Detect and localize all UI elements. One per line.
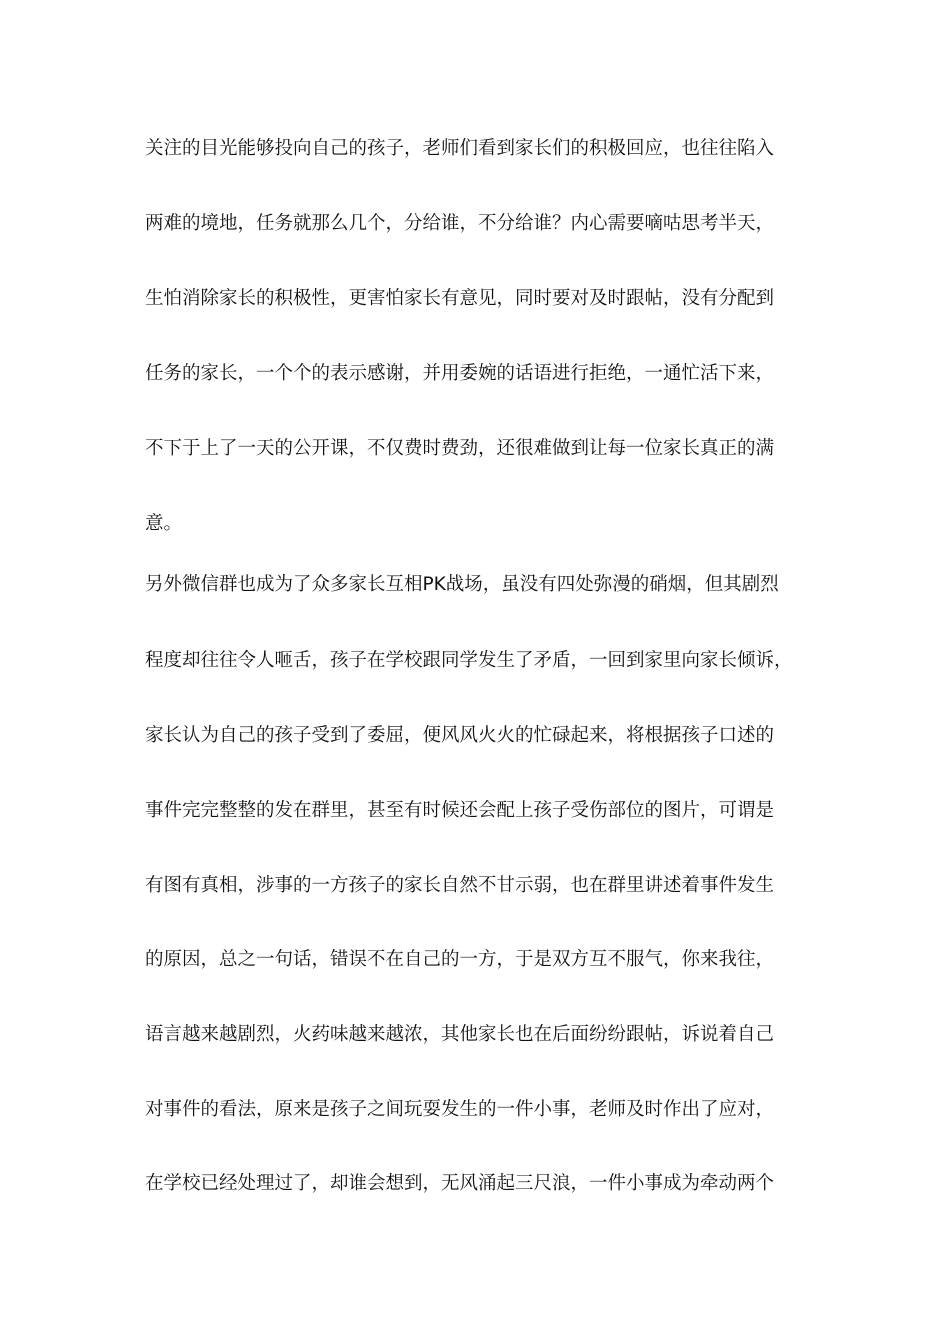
text-line: 对事件的看法，原来是孩子之间玩耍发生的一件小事，老师及时作出了应对，	[145, 1099, 775, 1120]
text-line: 任务的家长，一个个的表示感谢，并用委婉的话语进行拒绝，一通忙活下来，	[145, 363, 775, 384]
text-line: 生怕消除家长的积极性，更害怕家长有意见，同时要对及时跟帖，没有分配到	[145, 288, 775, 309]
text-line: 不下于上了一天的公开课，不仅费时费劲，还很难做到让每一位家长真正的满	[145, 438, 775, 459]
text-line: 意。	[145, 513, 183, 534]
text-line: 另外微信群也成为了众多家长互相PK战场，虽没有四处弥漫的硝烟，但其剧烈	[145, 574, 779, 595]
text-line: 的原因，总之一句话，错误不在自己的一方，于是双方互不服气，你来我往，	[145, 949, 775, 970]
text-line: 有图有真相，涉事的一方孩子的家长自然不甘示弱，也在群里讲述着事件发生	[145, 875, 775, 896]
text-line: 家长认为自己的孩子受到了委屈，便风风火火的忙碌起来，将根据孩子口述的	[145, 725, 775, 746]
text-line: 语言越来越剧烈，火药味越来越浓，其他家长也在后面纷纷跟帖，诉说着自己	[145, 1024, 775, 1045]
text-line: 关注的目光能够投向自己的孩子，老师们看到家长们的积极回应，也往往陷入	[145, 138, 775, 159]
text-line: 在学校已经处理过了，却谁会想到，无风涌起三尺浪，一件小事成为牵动两个	[145, 1173, 775, 1194]
text-line: 程度却往往令人咂舌，孩子在学校跟同学发生了矛盾，一回到家里向家长倾诉，	[145, 650, 793, 671]
text-line: 事件完完整整的发在群里，甚至有时候还会配上孩子受伤部位的图片，可谓是	[145, 800, 775, 821]
text-line: 两难的境地，任务就那么几个，分给谁，不分给谁？内心需要嘀咕思考半天，	[145, 213, 775, 234]
